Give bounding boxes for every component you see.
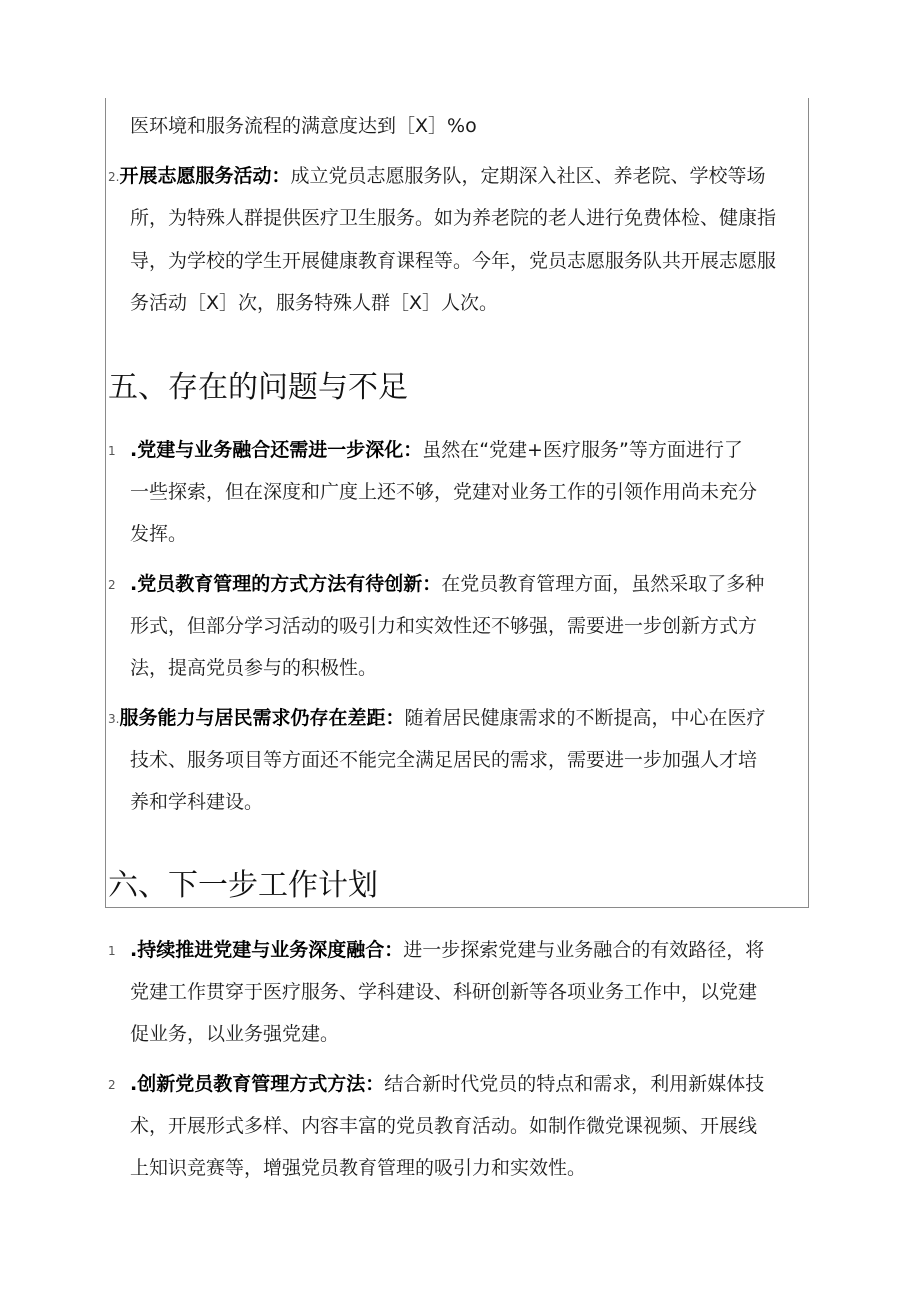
item-text: 虽然在“党建+医疗服务”等方面进行了 [422, 439, 743, 461]
problem-item-2-line-1 [108, 571, 764, 598]
problem-item-1-line-2 [130, 479, 757, 505]
item-text: 党建工作贯穿于医疗服务、学科建设、科研创新等各项业务工作中，以党建 [130, 981, 758, 1003]
list-number: 1 [108, 943, 116, 958]
volunteer-paragraph-line-1 [108, 163, 765, 190]
item-text: 所，为特殊人群提供医疗卫生服务。如为养老院的老人进行免费体检、健康指 [130, 207, 777, 229]
item-text: 上知识竞赛等，增强党员教育管理的吸引力和实效性。 [130, 1157, 587, 1179]
item-text: 形式，但部分学习活动的吸引力和实效性还不够强，需要进一步创新方式方 [130, 615, 758, 637]
plan-item-1-line-1 [108, 937, 764, 964]
item-text: 务活动［X］次，服务特殊人群［X］人次。 [130, 292, 499, 314]
item-title: 服务能力与居民需求仍存在差距： [119, 707, 405, 729]
plan-item-2-line-2 [130, 1113, 757, 1139]
plan-item-2-line-1 [108, 1071, 764, 1098]
section-heading-problems: 五、存在的问题与不足 [108, 370, 408, 405]
paragraph-tail [130, 113, 477, 139]
item-title: .创新党员教育管理方式方法： [130, 1073, 385, 1095]
item-text: 养和学科建设。 [130, 791, 264, 813]
item-text: 结合新时代党员的特点和需求，利用新媒体技 [384, 1073, 765, 1095]
problem-item-1-line-1 [108, 437, 743, 464]
paragraph-text: 医环境和服务流程的满意度达到［X］%o [130, 115, 477, 137]
problem-item-2-line-2 [130, 613, 757, 639]
item-text: 成立党员志愿服务队，定期深入社区、养老院、学校等场 [290, 165, 766, 187]
problem-item-3-line-3 [130, 789, 263, 815]
item-text: 法，提高党员参与的积极性。 [130, 657, 378, 679]
list-number: 2. [108, 169, 120, 184]
volunteer-paragraph-line-2 [130, 205, 776, 231]
item-text: 技术、服务项目等方面还不能完全满足居民的需求，需要进一步加强人才培 [130, 749, 758, 771]
item-title: 开展志愿服务活动： [119, 165, 291, 187]
list-number: 1 [108, 443, 116, 458]
item-title: .持续推进党建与业务深度融合： [130, 939, 404, 961]
item-text: 促业务，以业务强党建。 [130, 1023, 340, 1045]
item-text: 随着居民健康需求的不断提高，中心在医疗 [404, 707, 766, 729]
item-title: .党建与业务融合还需进一步深化： [130, 439, 423, 461]
item-text: 导，为学校的学生开展健康教育课程等。今年，党员志愿服务队共开展志愿服 [130, 250, 777, 272]
section-heading-plan: 六、下一步工作计划 [108, 868, 378, 903]
volunteer-paragraph-line-3 [130, 248, 776, 274]
list-number: 3. [108, 711, 120, 726]
item-title: .党员教育管理的方式方法有待创新： [130, 573, 442, 595]
item-text: 发挥。 [130, 523, 188, 545]
item-text: 在党员教育管理方面，虽然采取了多种 [441, 573, 765, 595]
list-number: 2 [108, 577, 116, 592]
problem-item-2-line-3 [130, 655, 377, 681]
plan-item-1-line-2 [130, 979, 757, 1005]
item-text: 术，开展形式多样、内容丰富的党员教育活动。如制作微党课视频、开展线 [130, 1115, 758, 1137]
item-text: 进一步探索党建与业务融合的有效路径，将 [403, 939, 765, 961]
item-text: 一些探索，但在深度和广度上还不够，党建对业务工作的引领作用尚未充分 [130, 481, 758, 503]
plan-item-2-line-3 [130, 1155, 586, 1181]
problem-item-1-line-3 [130, 521, 187, 547]
volunteer-paragraph-line-4 [130, 290, 498, 316]
problem-item-3-line-2 [130, 747, 757, 773]
plan-item-1-line-3 [130, 1021, 339, 1047]
problem-item-3-line-1 [108, 705, 765, 732]
list-number: 2 [108, 1077, 116, 1092]
